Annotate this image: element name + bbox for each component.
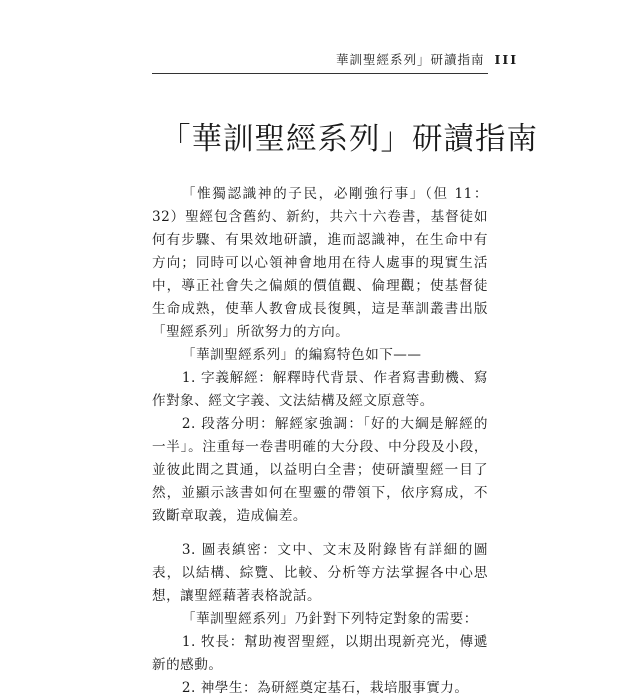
audience-heading: 「華訓聖經系列」乃針對下列特定對象的需要： (181, 611, 478, 627)
header-rule (152, 73, 488, 74)
chapter-title: 「華訓聖經系列」研讀指南 (160, 122, 538, 157)
running-header-title: 華訓聖經系列」研讀指南 (336, 52, 485, 67)
page-number: III (494, 52, 519, 67)
feature-item: 1. 字義解經：解釋時代背景、作者寫書動機、寫作對象、經文字義、文法結構及經文原意等。 (152, 370, 488, 409)
features-heading: 「華訓聖經系列」的編寫特色如下—— (181, 347, 422, 363)
feature-item: 2. 段落分明：解經家強調：「好的大綱是解經的一半」。注重每一卷書明確的大分段、中分段及小段，並彼此間之貫通，以益明白全書；使研讀聖經一目了然，並顯示該書如何在聖靈的帶領下，依序寫成，不致斷章取義，造成偏差。 (152, 416, 488, 524)
running-header (336, 50, 518, 68)
intro-paragraph: 「惟獨認識神的子民，必剛強行事」（但 11：32）聖經包含舊約、新約，共六十六卷書，基督徒如何有步驟、有果效地研讀，進而認識神，在生命中有方向；同時可以心領神會地用在待人處事的現實生活中，導正社會失之偏頗的價值觀、倫理觀；使基督徒生命成熟，使華人教會成長復興，這是華訓叢書出版「聖經系列」所欲努力的方向。 (152, 186, 488, 340)
audience-item: 1. 牧長：幫助複習聖經，以期出現新亮光，傳遞新的感動。 (152, 634, 488, 673)
body-text (152, 183, 488, 700)
audience-item: 2. 神學生：為研經奠定基石，栽培服事實力。 (181, 680, 469, 696)
feature-item: 3. 圖表縝密：文中、文末及附錄皆有詳細的圖表，以結構、綜覽、比較、分析等方法掌握各中心思想，讓聖經藉著表格說話。 (152, 542, 488, 604)
